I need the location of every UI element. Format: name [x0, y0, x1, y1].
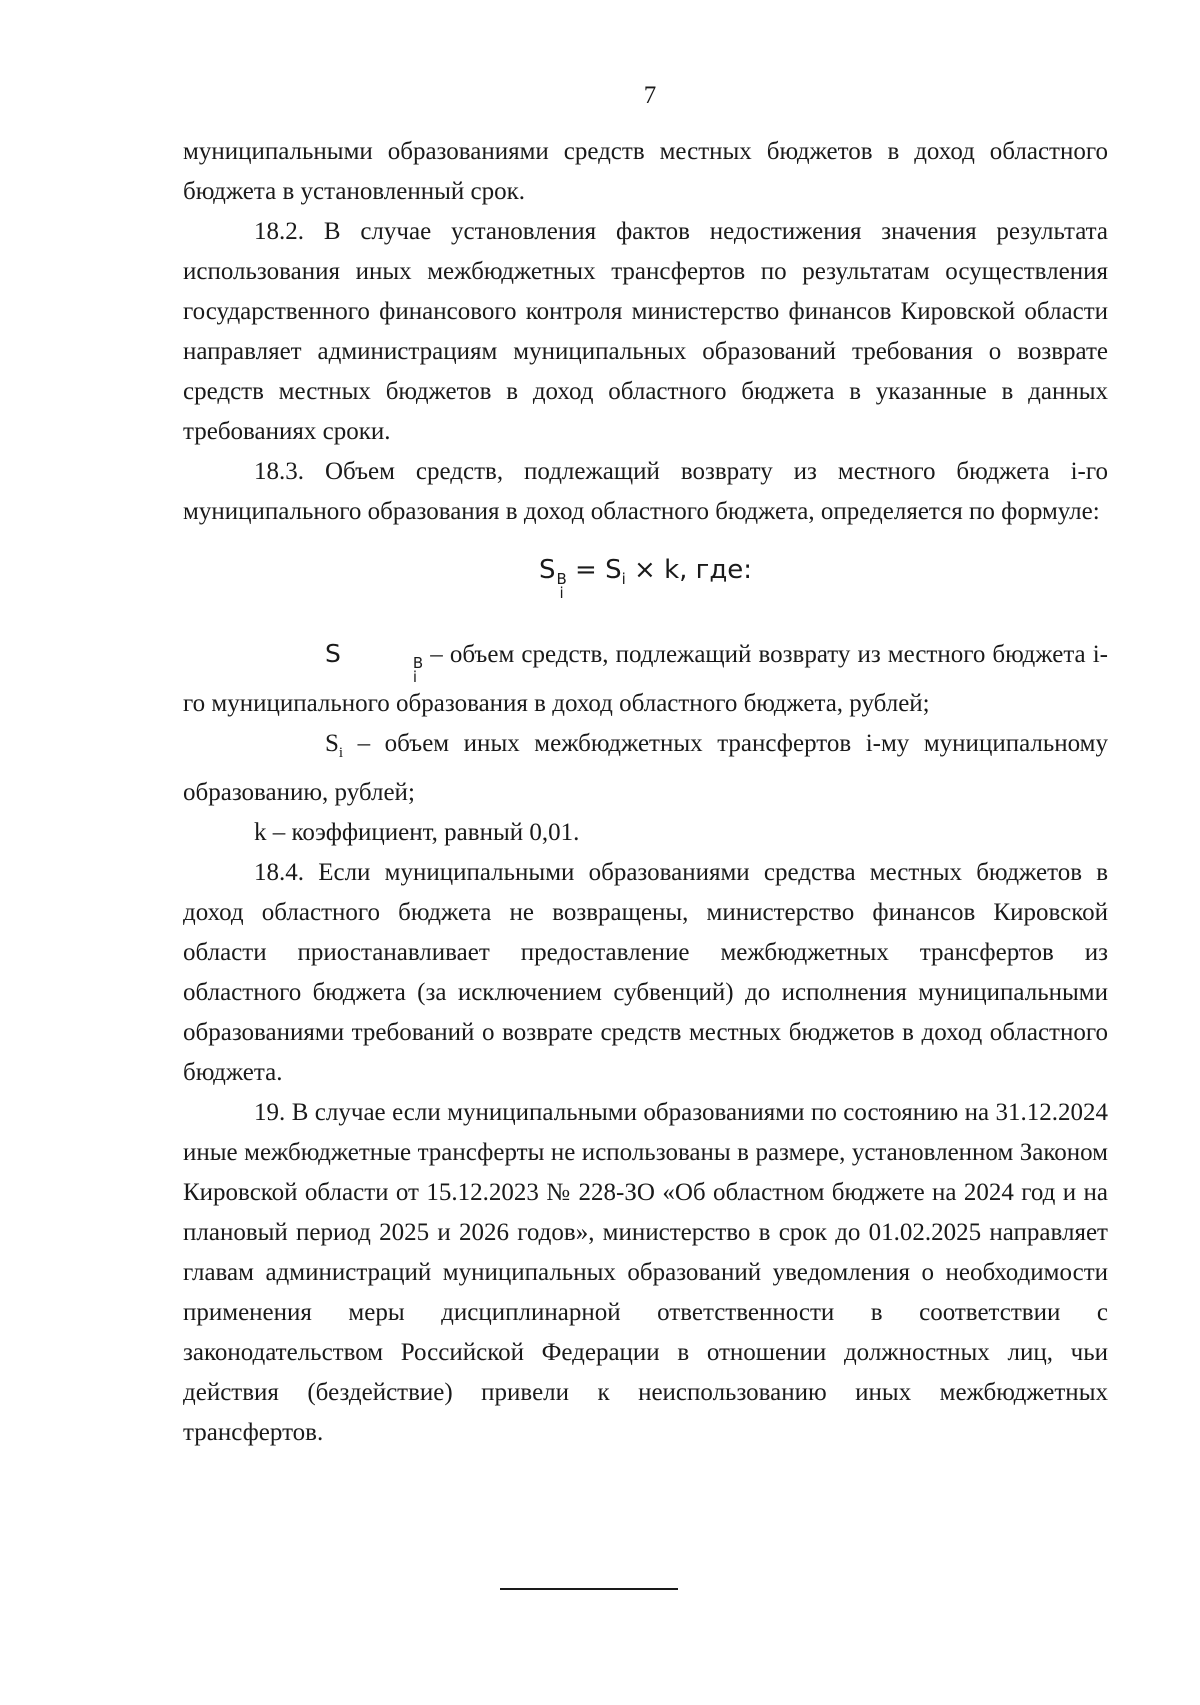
paragraph-18-3: 18.3. Объем средств, подлежащий возврату из местного бюджета i-го муниципального образования в доход областного бюджета, определяется по формуле:: [183, 458, 1108, 525]
definition-si: $S_i$ – объем иных межбюджетных трансфертов i-му муниципальному образованию, рублей;: [183, 724, 1108, 813]
definition-si-symbol: $S_i$: [325, 730, 344, 761]
paragraph-18-2: 18.2. В случае установления фактов недостижения значения результата использования иных межбюджетных трансфертов по результатам осуществления государственного финансового контроля министерство финансов Кировской области направляет администрациям муниципальных образований требования о возврате средств местных бюджетов в доход областного бюджета в указанные в данных требованиях сроки.: [183, 218, 1108, 445]
definition-svi-symbol: S В i: [325, 639, 424, 686]
end-separator-line: [500, 1588, 678, 1590]
definition-k: k – коэффициент, равный 0,01.: [254, 819, 580, 846]
formula-rest: × k, где:: [625, 555, 753, 585]
paragraph-18-4: 18.4. Если муниципальными образованиями средства местных бюджетов в доход областного бюджета не возвращены, министерство финансов Кировской области приостанавливает предоставление межбюджетных трансфертов из областного бюджета (за исключением субвенций) до исполнения муниципальными образованиями требований о возврате средств местных бюджетов в доход областного бюджета.: [183, 859, 1108, 1086]
paragraph-19: 19. В случае если муниципальными образованиями по состоянию на 31.12.2024 иные межбюджетные трансферты не использованы в размере, установленном Законом Кировской области от 15.12.2023 № 228-ЗО «Об областном бюджете на 2024 год и на плановый период 2025 и 2026 годов», министерство в срок до 01.02.2025 направляет главам администраций муниципальных образований уведомления о необходимости применения меры дисциплинарной ответственности в соответствии с законодательством Российской Федерации в отношении должностных лиц, чьи действия (бездействие) привели к неиспользованию иных межбюджетных трансфертов.: [183, 1099, 1108, 1446]
formula-rhs-symbol: $S_i$: [605, 555, 626, 589]
page-number: 7: [643, 82, 657, 109]
formula-equals: =: [566, 555, 606, 585]
paragraph-continuation: муниципальными образованиями средств местных бюджетов в доход областного бюджета в установленный срок.: [183, 138, 1108, 205]
body-text: [183, 132, 1108, 1453]
formula: [183, 550, 1108, 600]
definition-svi: S В i – объем средств, подлежащий возврату из местного бюджета i-го муниципального образования в доход областного бюджета, рублей;: [183, 634, 1108, 724]
formula-lhs-symbol: S В i: [538, 555, 567, 602]
